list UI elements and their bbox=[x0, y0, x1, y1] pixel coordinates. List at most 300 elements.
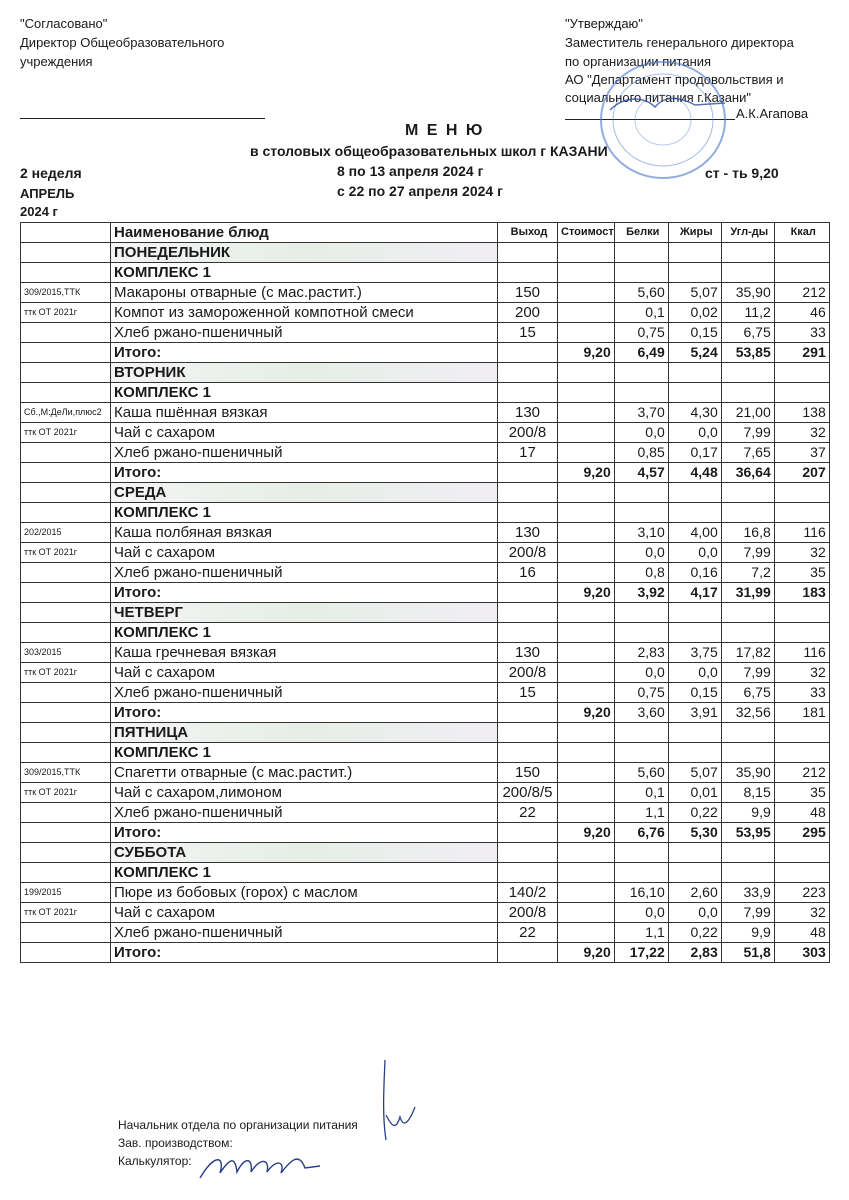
table-row bbox=[21, 643, 830, 663]
cell-protein: 0,1 bbox=[614, 783, 668, 803]
table-row bbox=[21, 443, 830, 463]
table-row bbox=[21, 303, 830, 323]
cell-yield: 150 bbox=[498, 283, 558, 303]
cell-carbs bbox=[721, 483, 774, 503]
cell-fat: 5,30 bbox=[668, 823, 721, 843]
cell-name: Пюре из бобовых (горох) с маслом bbox=[111, 883, 498, 903]
cell-carbs bbox=[721, 263, 774, 283]
cell-code bbox=[21, 583, 111, 603]
cell-cost bbox=[558, 623, 615, 643]
cell-yield bbox=[498, 723, 558, 743]
cell-carbs: 32,56 bbox=[721, 703, 774, 723]
cell-name: ВТОРНИК bbox=[111, 363, 498, 383]
cell-carbs bbox=[721, 623, 774, 643]
cell-kcal: 32 bbox=[774, 423, 829, 443]
cell-kcal: Ккал bbox=[774, 223, 829, 243]
cell-fat: 4,48 bbox=[668, 463, 721, 483]
cell-protein: 0,0 bbox=[614, 903, 668, 923]
cell-fat: 0,22 bbox=[668, 803, 721, 823]
cell-protein: 17,22 bbox=[614, 943, 668, 963]
footer-head-label: Начальник отдела по организации питания bbox=[118, 1118, 358, 1132]
table-row bbox=[21, 903, 830, 923]
cell-protein bbox=[614, 243, 668, 263]
cell-cost bbox=[558, 503, 615, 523]
cell-fat bbox=[668, 383, 721, 403]
cell-fat: 5,07 bbox=[668, 763, 721, 783]
cell-code: ттк ОТ 2021г bbox=[21, 303, 111, 323]
cell-fat: 0,0 bbox=[668, 903, 721, 923]
cell-name: Наименование блюд bbox=[111, 223, 498, 243]
cell-protein bbox=[614, 843, 668, 863]
cell-carbs: 7,99 bbox=[721, 903, 774, 923]
cell-fat: Жиры bbox=[668, 223, 721, 243]
cell-code bbox=[21, 943, 111, 963]
cell-name: Каша гречневая вязкая bbox=[111, 643, 498, 663]
cell-yield bbox=[498, 823, 558, 843]
menu-title: М Е Н Ю bbox=[405, 122, 485, 139]
approve-line1: Заместитель генерального директора bbox=[565, 35, 794, 50]
cell-yield bbox=[498, 503, 558, 523]
cell-kcal: 291 bbox=[774, 343, 829, 363]
cell-fat bbox=[668, 623, 721, 643]
cell-cost bbox=[558, 263, 615, 283]
cell-fat: 0,02 bbox=[668, 303, 721, 323]
cell-name: СРЕДА bbox=[111, 483, 498, 503]
signature-head-icon bbox=[370, 1055, 420, 1145]
table-row bbox=[21, 783, 830, 803]
cell-kcal: 212 bbox=[774, 763, 829, 783]
cell-protein: 6,76 bbox=[614, 823, 668, 843]
cell-kcal: 46 bbox=[774, 303, 829, 323]
cell-name: Чай с сахаром bbox=[111, 543, 498, 563]
cell-cost bbox=[558, 403, 615, 423]
cell-protein bbox=[614, 863, 668, 883]
cell-cost bbox=[558, 483, 615, 503]
complex-row bbox=[21, 263, 830, 283]
cell-code bbox=[21, 723, 111, 743]
cell-fat: 2,83 bbox=[668, 943, 721, 963]
cell-yield: 130 bbox=[498, 643, 558, 663]
cell-yield bbox=[498, 483, 558, 503]
cell-yield bbox=[498, 263, 558, 283]
cell-fat: 3,91 bbox=[668, 703, 721, 723]
cell-yield: 16 bbox=[498, 563, 558, 583]
cell-name: Каша полбяная вязкая bbox=[111, 523, 498, 543]
cell-kcal bbox=[774, 603, 829, 623]
approve-label: "Утверждаю" bbox=[565, 16, 643, 31]
cell-fat bbox=[668, 603, 721, 623]
cell-carbs: 9,9 bbox=[721, 923, 774, 943]
cell-fat: 0,22 bbox=[668, 923, 721, 943]
cell-fat bbox=[668, 863, 721, 883]
cell-carbs: Угл-ды bbox=[721, 223, 774, 243]
cell-yield bbox=[498, 463, 558, 483]
cell-protein bbox=[614, 503, 668, 523]
cell-code bbox=[21, 263, 111, 283]
cell-protein: 0,8 bbox=[614, 563, 668, 583]
cell-yield: 22 bbox=[498, 803, 558, 823]
cell-code bbox=[21, 503, 111, 523]
cell-kcal bbox=[774, 843, 829, 863]
cell-protein: 0,75 bbox=[614, 323, 668, 343]
cell-yield bbox=[498, 343, 558, 363]
total-row bbox=[21, 583, 830, 603]
cell-protein bbox=[614, 383, 668, 403]
cell-code bbox=[21, 363, 111, 383]
cell-yield: 200 bbox=[498, 303, 558, 323]
cell-carbs: 35,90 bbox=[721, 763, 774, 783]
cell-code: 309/2015,ТТК bbox=[21, 283, 111, 303]
cell-carbs bbox=[721, 503, 774, 523]
cell-kcal bbox=[774, 263, 829, 283]
cell-kcal bbox=[774, 863, 829, 883]
cell-name: Хлеб ржано-пшеничный bbox=[111, 803, 498, 823]
cell-code bbox=[21, 923, 111, 943]
cell-protein: 1,1 bbox=[614, 923, 668, 943]
table-row bbox=[21, 403, 830, 423]
cell-fat bbox=[668, 843, 721, 863]
cell-kcal: 35 bbox=[774, 783, 829, 803]
cell-cost bbox=[558, 563, 615, 583]
cell-kcal: 48 bbox=[774, 923, 829, 943]
cell-kcal: 138 bbox=[774, 403, 829, 423]
cell-name: СУББОТА bbox=[111, 843, 498, 863]
cell-name: ЧЕТВЕРГ bbox=[111, 603, 498, 623]
cell-fat: 0,0 bbox=[668, 663, 721, 683]
cell-cost: 9,20 bbox=[558, 583, 615, 603]
cell-cost bbox=[558, 243, 615, 263]
cell-code: ттк ОТ 2021г bbox=[21, 543, 111, 563]
menu-dates-2: с 22 по 27 апреля 2024 г bbox=[337, 183, 503, 199]
cell-carbs: 6,75 bbox=[721, 683, 774, 703]
table-row bbox=[21, 523, 830, 543]
cell-protein: 0,1 bbox=[614, 303, 668, 323]
day-row bbox=[21, 723, 830, 743]
cell-name: Хлеб ржано-пшеничный bbox=[111, 923, 498, 943]
approver-name: А.К.Агапова bbox=[736, 106, 809, 121]
cell-yield: 150 bbox=[498, 763, 558, 783]
year-label: 2024 г bbox=[20, 204, 58, 219]
cell-cost bbox=[558, 903, 615, 923]
cell-kcal: 181 bbox=[774, 703, 829, 723]
cell-protein: 5,60 bbox=[614, 763, 668, 783]
cell-fat: 4,17 bbox=[668, 583, 721, 603]
cell-yield: 200/8 bbox=[498, 543, 558, 563]
cell-kcal: 35 bbox=[774, 563, 829, 583]
cell-protein: 6,49 bbox=[614, 343, 668, 363]
cell-fat bbox=[668, 723, 721, 743]
cell-carbs: 31,99 bbox=[721, 583, 774, 603]
cell-name: КОМПЛЕКС 1 bbox=[111, 623, 498, 643]
cell-cost bbox=[558, 283, 615, 303]
table-row bbox=[21, 803, 830, 823]
cell-yield bbox=[498, 243, 558, 263]
cell-code: ттк ОТ 2021г bbox=[21, 783, 111, 803]
cell-cost bbox=[558, 923, 615, 943]
cell-code bbox=[21, 443, 111, 463]
cell-kcal: 212 bbox=[774, 283, 829, 303]
cell-kcal: 33 bbox=[774, 683, 829, 703]
cell-cost bbox=[558, 843, 615, 863]
cell-name: ПЯТНИЦА bbox=[111, 723, 498, 743]
table-row bbox=[21, 423, 830, 443]
cell-fat: 0,01 bbox=[668, 783, 721, 803]
cell-cost: Стоимост bbox=[558, 223, 615, 243]
cell-kcal bbox=[774, 503, 829, 523]
cell-name: Итого: bbox=[111, 943, 498, 963]
cell-cost bbox=[558, 723, 615, 743]
cell-protein: 16,10 bbox=[614, 883, 668, 903]
cell-protein bbox=[614, 743, 668, 763]
cell-carbs: 36,64 bbox=[721, 463, 774, 483]
cell-yield: Выход bbox=[498, 223, 558, 243]
cell-carbs: 11,2 bbox=[721, 303, 774, 323]
cell-name: Итого: bbox=[111, 463, 498, 483]
cell-yield bbox=[498, 383, 558, 403]
cell-name: Чай с сахаром,лимоном bbox=[111, 783, 498, 803]
cell-code: 303/2015 bbox=[21, 643, 111, 663]
cell-carbs bbox=[721, 243, 774, 263]
cell-cost bbox=[558, 683, 615, 703]
cell-kcal: 32 bbox=[774, 903, 829, 923]
cell-carbs bbox=[721, 363, 774, 383]
cell-carbs bbox=[721, 743, 774, 763]
cell-cost bbox=[558, 783, 615, 803]
agreed-line2: учреждения bbox=[20, 54, 93, 69]
cell-fat: 5,07 bbox=[668, 283, 721, 303]
cell-code bbox=[21, 603, 111, 623]
cell-code bbox=[21, 223, 111, 243]
cell-name: КОМПЛЕКС 1 bbox=[111, 263, 498, 283]
cell-kcal: 116 bbox=[774, 523, 829, 543]
cell-yield: 140/2 bbox=[498, 883, 558, 903]
cell-protein: 0,0 bbox=[614, 543, 668, 563]
cell-carbs: 35,90 bbox=[721, 283, 774, 303]
cell-code bbox=[21, 343, 111, 363]
cell-protein bbox=[614, 363, 668, 383]
cell-cost: 9,20 bbox=[558, 463, 615, 483]
cell-carbs: 7,65 bbox=[721, 443, 774, 463]
day-row bbox=[21, 243, 830, 263]
cell-kcal bbox=[774, 743, 829, 763]
cell-fat: 2,60 bbox=[668, 883, 721, 903]
cell-yield: 200/8 bbox=[498, 903, 558, 923]
cell-yield bbox=[498, 863, 558, 883]
cell-carbs: 17,82 bbox=[721, 643, 774, 663]
cell-name: Чай с сахаром bbox=[111, 663, 498, 683]
cell-code: ттк ОТ 2021г bbox=[21, 903, 111, 923]
cell-fat bbox=[668, 743, 721, 763]
total-row bbox=[21, 823, 830, 843]
cell-yield: 17 bbox=[498, 443, 558, 463]
cell-name: Хлеб ржано-пшеничный bbox=[111, 443, 498, 463]
cell-kcal: 183 bbox=[774, 583, 829, 603]
cell-carbs: 8,15 bbox=[721, 783, 774, 803]
cell-carbs: 6,75 bbox=[721, 323, 774, 343]
table-row bbox=[21, 283, 830, 303]
cell-yield bbox=[498, 743, 558, 763]
cell-kcal bbox=[774, 723, 829, 743]
cell-name: Спагетти отварные (с мас.растит.) bbox=[111, 763, 498, 783]
cell-yield: 130 bbox=[498, 523, 558, 543]
cell-name: Чай с сахаром bbox=[111, 423, 498, 443]
cell-protein bbox=[614, 723, 668, 743]
cell-carbs bbox=[721, 723, 774, 743]
cell-kcal bbox=[774, 483, 829, 503]
cell-kcal: 295 bbox=[774, 823, 829, 843]
cell-yield bbox=[498, 623, 558, 643]
cell-protein: 0,85 bbox=[614, 443, 668, 463]
cell-kcal: 207 bbox=[774, 463, 829, 483]
cell-code bbox=[21, 323, 111, 343]
cell-fat: 0,15 bbox=[668, 323, 721, 343]
approve-line2: по организации питания bbox=[565, 54, 712, 69]
cell-cost: 9,20 bbox=[558, 823, 615, 843]
cell-yield: 15 bbox=[498, 323, 558, 343]
agreed-line1: Директор Общеобразовательного bbox=[20, 35, 225, 50]
cell-carbs: 16,8 bbox=[721, 523, 774, 543]
cell-protein: 5,60 bbox=[614, 283, 668, 303]
cell-carbs: 53,85 bbox=[721, 343, 774, 363]
cell-protein: 2,83 bbox=[614, 643, 668, 663]
cell-code bbox=[21, 563, 111, 583]
cell-yield: 22 bbox=[498, 923, 558, 943]
table-row bbox=[21, 683, 830, 703]
cell-fat: 0,15 bbox=[668, 683, 721, 703]
cell-name: Хлеб ржано-пшеничный bbox=[111, 323, 498, 343]
cell-name: Компот из замороженной компотной смеси bbox=[111, 303, 498, 323]
cell-fat bbox=[668, 263, 721, 283]
cell-kcal: 48 bbox=[774, 803, 829, 823]
cell-code: Сб.,М:ДеЛи,плюс2 bbox=[21, 403, 111, 423]
complex-row bbox=[21, 623, 830, 643]
week-label: 2 неделя bbox=[20, 165, 82, 181]
complex-row bbox=[21, 743, 830, 763]
cell-cost: 9,20 bbox=[558, 703, 615, 723]
cell-carbs bbox=[721, 603, 774, 623]
cell-cost bbox=[558, 883, 615, 903]
table-row bbox=[21, 763, 830, 783]
cell-name: КОМПЛЕКС 1 bbox=[111, 503, 498, 523]
cell-code bbox=[21, 683, 111, 703]
cell-cost bbox=[558, 643, 615, 663]
cell-kcal: 223 bbox=[774, 883, 829, 903]
cell-carbs bbox=[721, 863, 774, 883]
total-row bbox=[21, 343, 830, 363]
cell-cost bbox=[558, 523, 615, 543]
cell-carbs: 51,8 bbox=[721, 943, 774, 963]
cell-fat: 0,0 bbox=[668, 543, 721, 563]
cell-yield: 200/8 bbox=[498, 423, 558, 443]
cell-code bbox=[21, 803, 111, 823]
cell-cost bbox=[558, 763, 615, 783]
cell-protein bbox=[614, 623, 668, 643]
cell-code bbox=[21, 483, 111, 503]
total-row bbox=[21, 943, 830, 963]
cell-yield bbox=[498, 943, 558, 963]
price-note: ст - ть 9,20 bbox=[705, 165, 779, 181]
cell-name: Каша пшённая вязкая bbox=[111, 403, 498, 423]
cell-fat: 0,16 bbox=[668, 563, 721, 583]
cell-protein: 0,0 bbox=[614, 423, 668, 443]
cell-cost bbox=[558, 363, 615, 383]
cell-protein bbox=[614, 263, 668, 283]
cell-yield bbox=[498, 843, 558, 863]
cell-fat: 3,75 bbox=[668, 643, 721, 663]
cell-cost bbox=[558, 543, 615, 563]
cell-yield: 15 bbox=[498, 683, 558, 703]
cell-name: Итого: bbox=[111, 823, 498, 843]
cell-name: КОМПЛЕКС 1 bbox=[111, 743, 498, 763]
cell-kcal: 33 bbox=[774, 323, 829, 343]
cell-yield bbox=[498, 703, 558, 723]
cell-code: 309/2015,ТТК bbox=[21, 763, 111, 783]
cell-protein: 3,60 bbox=[614, 703, 668, 723]
cell-protein: 3,70 bbox=[614, 403, 668, 423]
cell-kcal: 32 bbox=[774, 663, 829, 683]
cell-kcal: 116 bbox=[774, 643, 829, 663]
cell-carbs: 7,2 bbox=[721, 563, 774, 583]
table-row bbox=[21, 663, 830, 683]
complex-row bbox=[21, 863, 830, 883]
approve-line4: социального питания г.Казани" bbox=[565, 90, 751, 105]
table-row bbox=[21, 883, 830, 903]
cell-code: ттк ОТ 2021г bbox=[21, 423, 111, 443]
cell-yield bbox=[498, 583, 558, 603]
cell-fat: 5,24 bbox=[668, 343, 721, 363]
cell-name: Чай с сахаром bbox=[111, 903, 498, 923]
cell-name: Итого: bbox=[111, 703, 498, 723]
cell-code: ттк ОТ 2021г bbox=[21, 663, 111, 683]
cell-cost: 9,20 bbox=[558, 343, 615, 363]
total-row bbox=[21, 703, 830, 723]
cell-code bbox=[21, 703, 111, 723]
cell-carbs: 7,99 bbox=[721, 543, 774, 563]
footer-calculator-label: Калькулятор: bbox=[118, 1154, 192, 1168]
complex-row bbox=[21, 383, 830, 403]
cell-kcal bbox=[774, 243, 829, 263]
cell-yield bbox=[498, 363, 558, 383]
agreed-label: "Согласовано" bbox=[20, 16, 108, 31]
cell-fat bbox=[668, 363, 721, 383]
table-row bbox=[21, 563, 830, 583]
cell-code bbox=[21, 863, 111, 883]
cell-kcal bbox=[774, 383, 829, 403]
table-row bbox=[21, 923, 830, 943]
cell-code bbox=[21, 843, 111, 863]
cell-yield: 200/8/5 bbox=[498, 783, 558, 803]
day-row bbox=[21, 603, 830, 623]
footer-production-label: Зав. производством: bbox=[118, 1136, 233, 1150]
menu-subtitle: в столовых общеобразовательных школ г КАЗАНИ bbox=[250, 143, 608, 159]
cell-cost bbox=[558, 423, 615, 443]
cell-cost: 9,20 bbox=[558, 943, 615, 963]
cell-kcal: 32 bbox=[774, 543, 829, 563]
cell-carbs: 7,99 bbox=[721, 423, 774, 443]
cell-protein: 3,10 bbox=[614, 523, 668, 543]
cell-fat: 0,17 bbox=[668, 443, 721, 463]
cell-kcal: 37 bbox=[774, 443, 829, 463]
cell-protein bbox=[614, 603, 668, 623]
menu-table bbox=[20, 222, 830, 963]
cell-carbs: 9,9 bbox=[721, 803, 774, 823]
complex-row bbox=[21, 503, 830, 523]
table-row bbox=[21, 543, 830, 563]
menu-dates-1: 8 по 13 апреля 2024 г bbox=[337, 163, 484, 179]
cell-carbs: 53,95 bbox=[721, 823, 774, 843]
cell-kcal bbox=[774, 363, 829, 383]
cell-yield: 130 bbox=[498, 403, 558, 423]
